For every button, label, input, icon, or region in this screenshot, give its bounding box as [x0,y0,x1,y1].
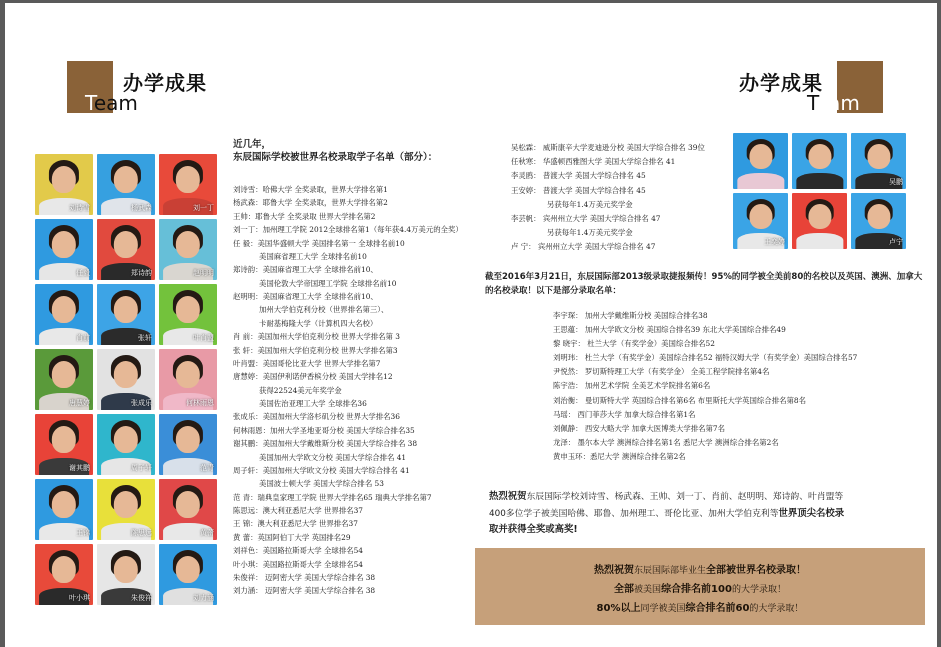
list-item: 刘一丁：加州理工学院 2012全球排名第1（每年获4.4万美元的全奖） [233,225,463,235]
list-item: 马瑶： 西门菲莎大学 加拿大综合排名第1名 [553,409,696,419]
team-label: Team [85,91,138,115]
list-item: 吴松霖： 威斯康辛大学麦迪逊分校 美国大学综合排名 39位 [511,143,705,152]
portrait-face [52,426,76,453]
student-photo [851,193,906,249]
student-photo [851,133,906,189]
portrait-face [808,144,831,169]
list-item: 杨武森：耶鲁大学 全奖录取，世界大学排名第2 [233,198,388,208]
student-photo [97,284,155,345]
admission-notice: 截至2016年3月21日，东辰国际部2013级录取捷报频传！95%的同学被全美前80的名校以及英国、澳洲、加拿大的名校录取！以下是部分录取名单： [485,272,923,296]
student-photo [159,154,217,215]
student-photo [97,544,155,605]
portrait-face [114,231,138,258]
team-label: Team [807,91,860,115]
photo-caption: 肖前 [76,334,90,342]
list-item: 任秋寒： 华盛顿西雅图大学 美国大学综合排名 41 [511,157,676,167]
congrats-text: 400多位学子被美国哈佛、耶鲁、加州理工、哥伦比亚、加州大学伯克利等 [489,508,779,519]
list-item: 另获每年1.4万美元奖学金 [547,199,633,209]
student-photo [159,544,217,605]
photo-caption: 任毅 [76,269,90,277]
photo-caption: 刘一丁 [193,204,214,212]
student-photo [97,414,155,475]
photo-caption: 赵明明 [193,269,214,277]
list-item: 另获每年1.4万美元奖学金 [547,228,633,238]
photo-caption: 郑诗韵 [131,269,152,277]
student-photo [159,219,217,280]
student-photo-grid [733,133,906,249]
list-item: 获得22524美元年奖学金 [259,385,342,395]
congrats-text: 东辰国际学校刘诗雪、杨武森、王帅、刘一丁、肖前、赵明明、郑诗韵、叶肖盟等 [526,492,844,502]
student-photo [733,193,788,249]
box-text: 80%以上 [596,603,641,614]
photo-caption: 卢宁 [889,238,903,246]
student-photo [35,479,93,540]
list-item: 陈宇浩： 加州艺术学院 全美艺术学院排名第6名 [553,381,711,391]
list-item: 刘明玮： 杜兰大学（有奖学金）美国综合排名52 福特汉姆大学（有奖学金）美国综合排名57 [553,353,858,363]
list-item: 王 锦：澳大利亚悉尼大学 世界排名37 [233,519,358,529]
photo-caption: 何林雨恩 [186,399,214,407]
student-photo [733,133,788,189]
page-title: 办学成果 [123,71,207,95]
congrats-highlight: 取并获得全奖或高奖! [489,524,578,535]
photo-caption: 唐慧婷 [69,399,90,407]
portrait-face [52,361,76,388]
student-photo [159,284,217,345]
portrait-face [749,144,772,169]
list-item: 卢 宁： 宾州州立大学 美国大学综合排名 47 [511,242,656,252]
portrait-face [176,361,200,388]
student-photo [792,193,847,249]
photo-caption: 王奕婷 [764,238,785,246]
list-item: 龙泽： 墨尔本大学 澳洲综合排名第1名 悉尼大学 澳洲综合排名第2名 [553,437,779,447]
box-text: 被美国 [634,585,662,595]
portrait-face [52,231,76,258]
student-photo [35,219,93,280]
list-item: 加州大学伯克利分校（世界排名第三）、 [259,305,389,315]
intro-heading [233,138,437,164]
list-item: 王思蕴： 加州大学欧文分校 美国综合排名39 东北大学美国综合排名49 [553,325,786,335]
list-item: 卡耐基梅隆大学（计算机四大名校） [259,318,378,328]
intro-line: 东辰国际学校被世界名校录取学子名单（部分）： [233,152,438,163]
portrait-face [176,556,200,583]
list-item: 刘治衡： 曼切斯特大学 英国综合排名第6名 布里斯托大学英国综合排名第8名 [553,395,806,405]
portrait-face [114,556,138,583]
photo-caption: 叶肖盟 [193,334,214,342]
student-photo [35,544,93,605]
list-item: 陈思远：澳大利亚悉尼大学 世界排名37 [233,506,364,515]
list-item: 李灵鸥： 普渡大学 美国大学综合排名 45 [511,171,646,181]
list-item: 叶小琪：美国路拉斯哥大学 全球排名54 [233,559,364,569]
list-item: 美国佐治亚理工大学 全球排名36 [259,399,367,408]
portrait-face [176,491,200,518]
photo-caption: 王锦 [76,529,90,537]
list-item: 范 青：瑞典皇家理工学院 世界大学排名65 瑞典大学排名第7 [233,492,432,502]
list-item: 刘祥色：美国路拉斯哥大学 全球排名54 [233,546,364,556]
portrait-face [749,204,772,229]
box-text: 综合排名前60 [685,603,750,614]
photo-caption: 周子轩 [131,464,152,472]
box-text: 东辰国际部毕业生 [633,566,706,576]
admission-list-2013 [553,309,857,464]
admission-list [233,183,469,598]
list-item: 尹悦然： 罗切斯特理工大学（有奖学金） 全美工程学院排名第4名 [553,367,770,377]
student-photo [97,154,155,215]
list-item: 王安婷： 普渡大学 美国大学综合排名 45 [511,185,646,195]
portrait-face [867,204,890,229]
student-photo [97,479,155,540]
photo-caption: 朱俊祥 [131,594,152,602]
student-photo [97,349,155,410]
photo-caption: 刘诗雪 [69,204,90,212]
portrait-shirt [737,173,784,189]
portrait-face [867,144,890,169]
student-photo [35,349,93,410]
portrait-face [114,426,138,453]
box-text: 全部被世界名校录取！ [706,565,806,576]
left-page [5,3,471,647]
congrats-lead: 热烈祝贺 [489,491,527,502]
photo-caption: 杨武森 [131,204,152,212]
photo-caption: 范青 [200,464,214,472]
photo-caption: 张轩 [138,334,152,342]
portrait-face [176,426,200,453]
list-item: 美国加州大学欧文分校 美国大学综合排名 41 [259,452,407,462]
student-photo [35,414,93,475]
list-item: 美国伦敦大学帝国理工学院 全球排名前10 [259,278,397,288]
photo-caption: 谢其鹏 [69,464,90,472]
photo-caption: 吴鹏 [889,178,903,186]
list-item: 肖 前：美国加州大学伯克利分校 世界大学排名第 3 [233,332,400,342]
list-item: 赵明明：美国麻省理工大学 全球排名前10、 [233,292,378,301]
student-photo [159,414,217,475]
congratulations-paragraph [489,489,929,539]
list-item: 李宇琛： 加州大学戴维斯分校 美国综合排名38 [553,311,708,320]
student-photo-grid [35,154,217,605]
list-item: 何林雨恩：加州大学圣地亚哥分校 美国大学综合排名35 [233,425,415,435]
portrait-face [114,296,138,323]
box-text: 热烈祝贺 [593,565,634,576]
list-item: 李芸帆： 宾州州立大学 美国大学综合排名 47 [511,214,661,224]
student-photo [97,219,155,280]
portrait-face [176,296,200,323]
photo-caption: 张成乐 [131,399,152,407]
list-item: 黄 蕾：英国阿伯丁大学 英国排名29 [233,532,351,542]
student-photo [159,479,217,540]
list-item: 周子轩：美国加州大学欧文分校 美国大学综合排名 41 [233,465,410,475]
box-text: 综合排名前100 [661,584,732,595]
box-text: 全部 [614,584,635,595]
portrait-face [114,166,138,193]
student-photo [35,154,93,215]
box-text: 的大学录取！ [731,585,786,595]
list-item: 任 毅：美国华盛顿大学 美国排名第一 全球排名前10 [233,238,405,248]
student-photo [792,133,847,189]
list-item: 唐慧婷：美国伊利诺伊香槟分校 美国大学排名12 [233,372,393,382]
congratulations-box [475,548,925,625]
list-item: 美国波士顿大学 美国大学综合排名 53 [259,479,384,489]
photo-caption: 叶小琪 [69,594,90,602]
list-item: 刘力涵： 迈阿密大学 美国大学综合排名 38 [233,586,376,596]
box-text: 同学被美国 [640,604,686,614]
portrait-face [114,491,138,518]
photo-caption: 黄蕾 [200,529,214,537]
frame-right-border [937,0,941,647]
portrait-face [808,204,831,229]
list-item: 黎 晓宇： 杜兰大学（有奖学金）美国综合排名52 [553,339,715,349]
list-item: 王帅：耶鲁大学 全奖录取 世界大学排名第2 [233,211,376,221]
portrait-face [52,166,76,193]
student-photo [35,284,93,345]
photo-caption: 陈思远 [131,529,152,537]
list-item: 谢其鹏：美国加州大学戴维斯分校 美国大学综合排名 38 [233,439,418,449]
list-item: 张 轩：美国加州大学伯克利分校 世界大学排名第3 [233,345,398,355]
portrait-face [114,361,138,388]
list-item: 叶肖盟：美国哥伦比亚大学 世界大学排名第7 [233,358,381,368]
list-item: 朱俊祥： 迈阿密大学 美国大学综合排名 38 [233,572,376,582]
list-item: 黄申玉环：悉尼大学 澳洲综合排名第2名 [553,451,686,461]
portrait-face [176,166,200,193]
list-item: 美国麻省理工大学 全球排名前10 [259,251,367,261]
list-item: 刘诗雪：哈佛大学 全奖录取，世界大学排名第1 [233,185,388,194]
page-title: 办学成果 [739,71,823,95]
list-item: 张成乐：美国加州大学洛杉矶分校 世界大学排名36 [233,412,400,422]
portrait-face [52,491,76,518]
right-page [471,3,937,647]
student-photo [159,349,217,410]
portrait-shirt [796,173,843,189]
box-text: 的大学录取！ [749,604,804,614]
list-item: 刘佩静： 西安大略大学 加拿大医博类大学排名第7名 [553,423,725,433]
list-item: 郑诗韵：美国麻省理工大学 全球排名前10、 [233,265,378,275]
intro-line: 近几年， [233,139,272,150]
portrait-shirt [796,233,843,249]
portrait-face [52,556,76,583]
admission-list-top [511,141,705,255]
congrats-highlight: 世界顶尖名校录 [778,507,845,519]
portrait-face [52,296,76,323]
portrait-face [176,231,200,258]
photo-caption: 刘力涵 [193,594,214,602]
